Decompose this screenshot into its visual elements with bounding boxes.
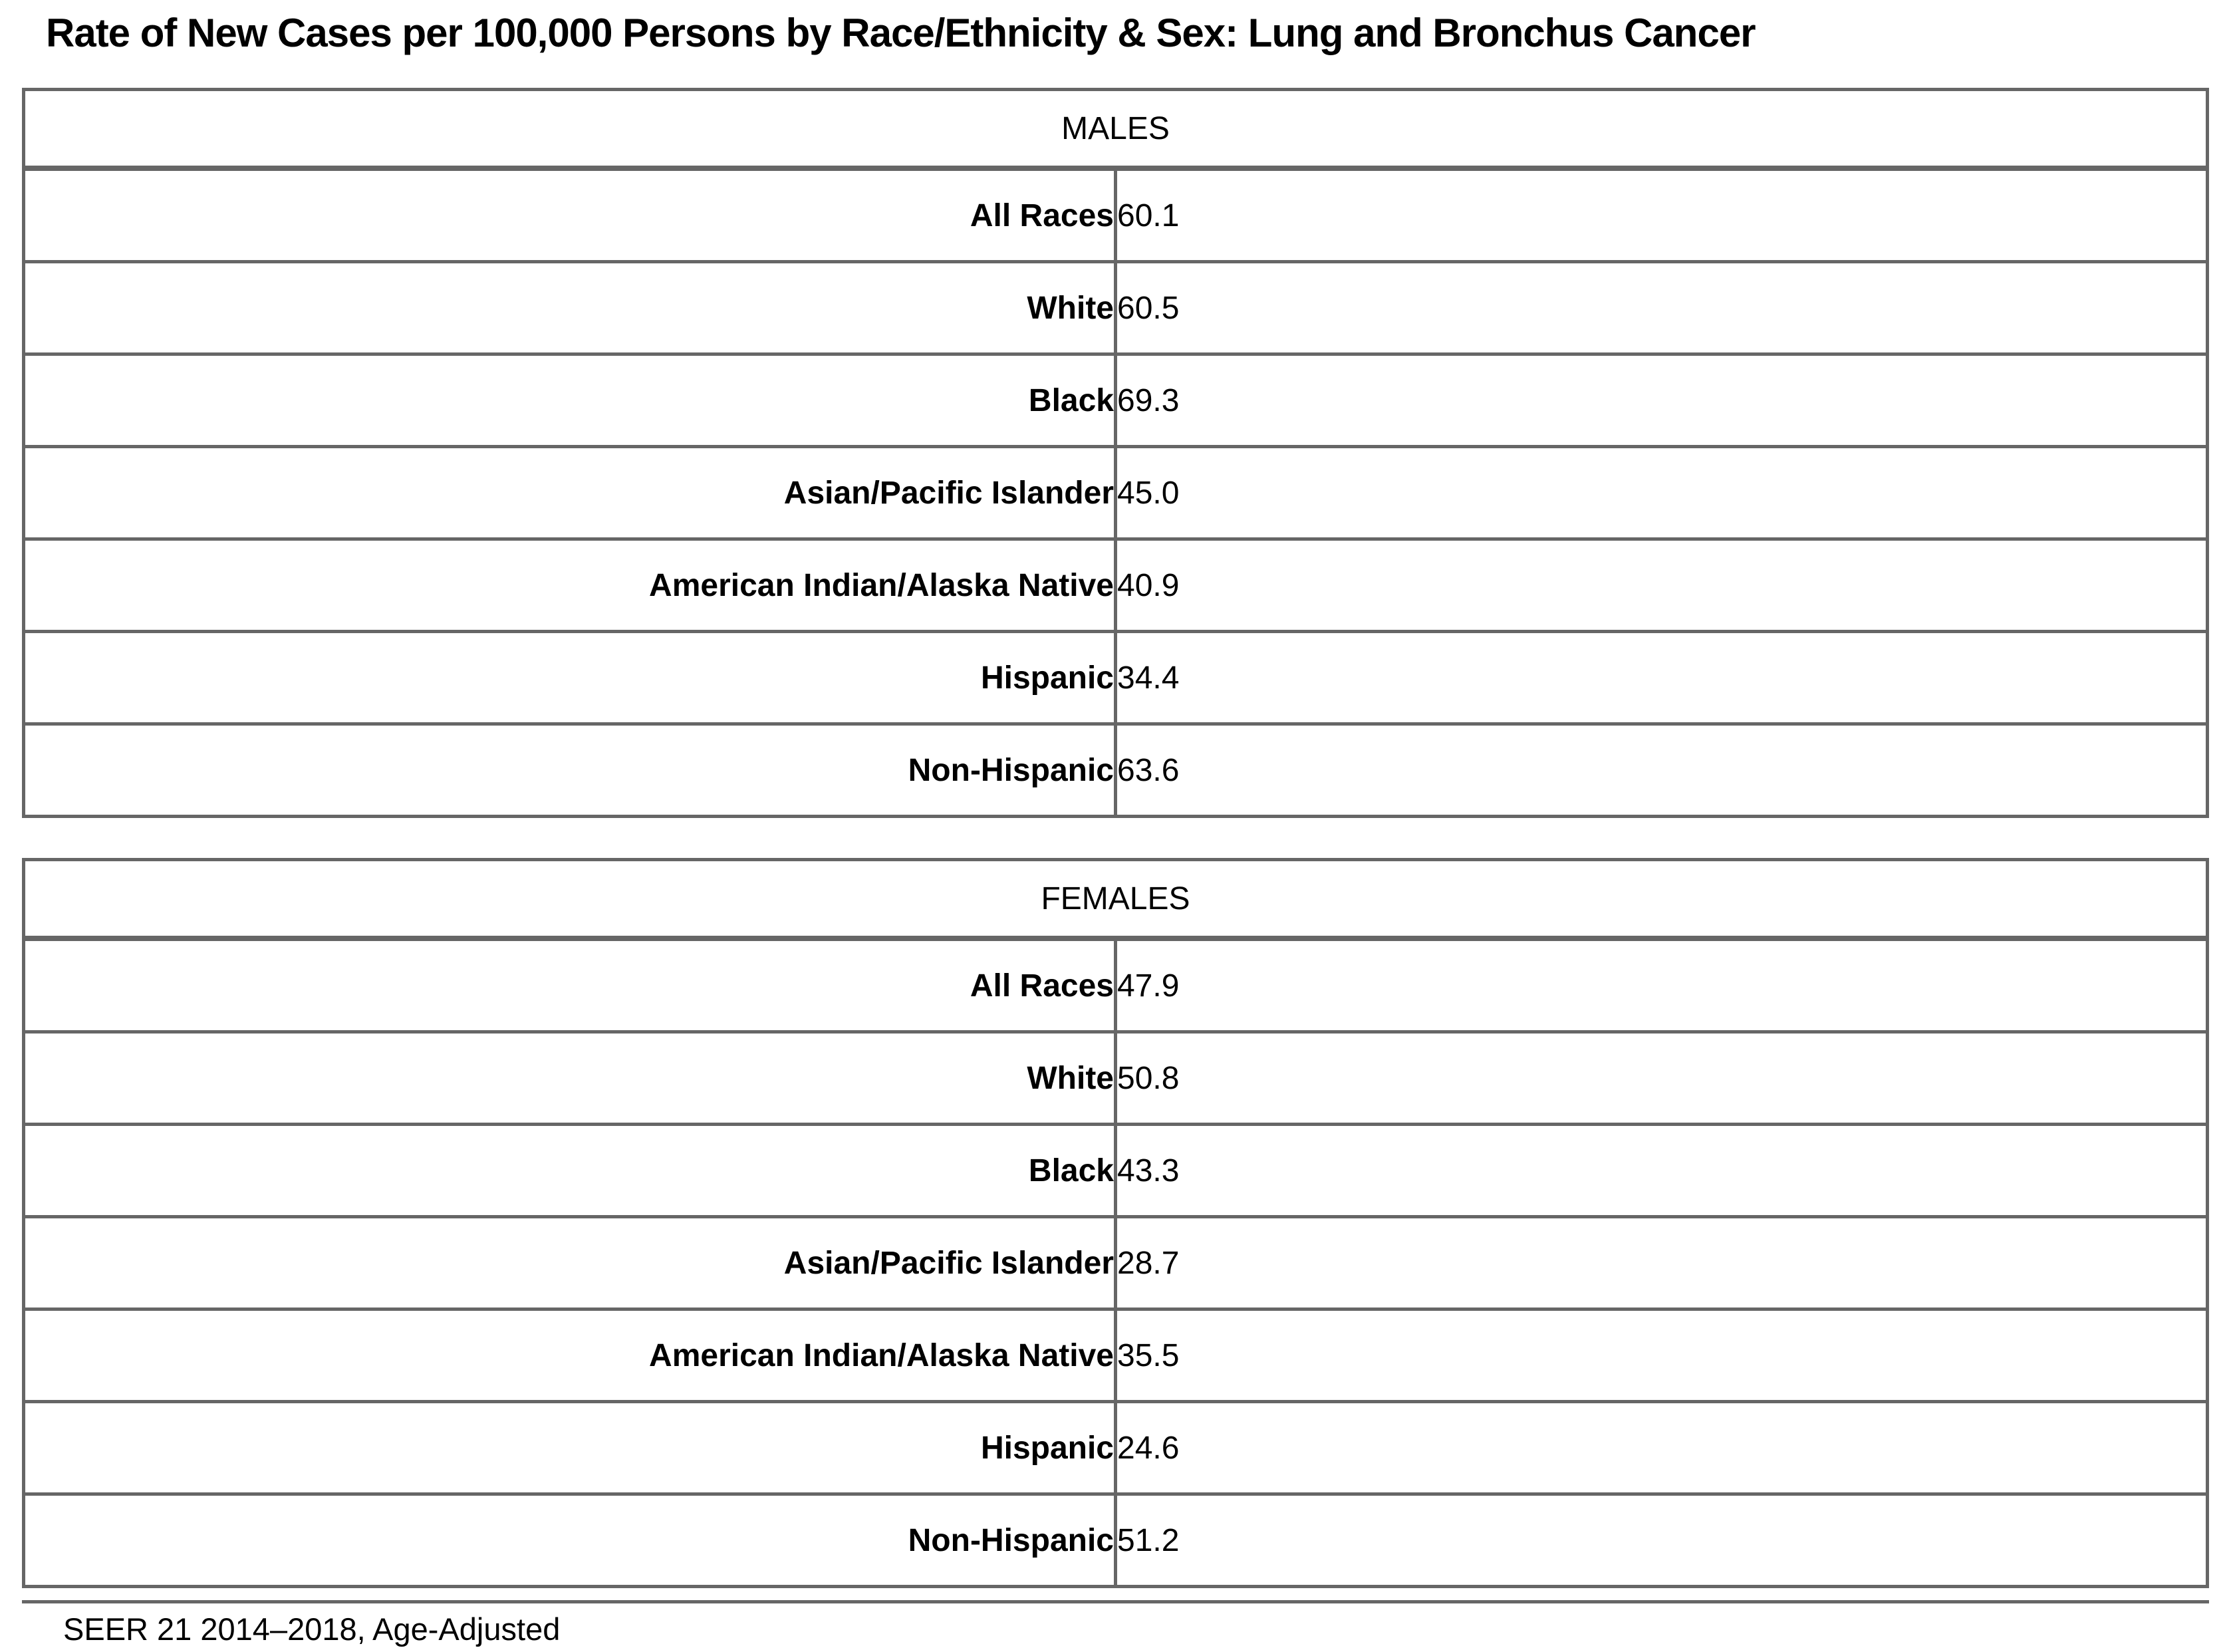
table-row — [24, 447, 2208, 539]
row-value: 47.9 — [1116, 938, 2208, 1032]
table-row — [24, 1494, 2208, 1587]
table-row — [24, 1217, 2208, 1309]
row-value: 50.8 — [1116, 1032, 2208, 1125]
row-label: American Indian/Alaska Native — [24, 1309, 1116, 1402]
footer-divider — [22, 1600, 2209, 1603]
row-label: All Races — [24, 938, 1116, 1032]
row-value: 69.3 — [1116, 354, 2208, 447]
row-label: White — [24, 1032, 1116, 1125]
row-value: 34.4 — [1116, 632, 2208, 724]
row-label: Non-Hispanic — [24, 724, 1116, 817]
row-label: American Indian/Alaska Native — [24, 539, 1116, 632]
row-label: Black — [24, 1125, 1116, 1217]
page-title: Rate of New Cases per 100,000 Persons by Race/Ethnicity & Sex: Lung and Bronchus Cancer — [46, 11, 1756, 55]
table-row — [24, 539, 2208, 632]
table-row — [24, 1125, 2208, 1217]
row-value: 45.0 — [1116, 447, 2208, 539]
females-table — [22, 858, 2209, 1588]
row-label: Black — [24, 354, 1116, 447]
table-row — [24, 1032, 2208, 1125]
row-value: 63.6 — [1116, 724, 2208, 817]
row-value: 28.7 — [1116, 1217, 2208, 1309]
males-table-header: MALES — [24, 90, 2208, 169]
females-table-header: FEMALES — [24, 860, 2208, 939]
table-row — [24, 168, 2208, 262]
males-table — [22, 88, 2209, 818]
table-header-row — [24, 90, 2208, 169]
row-label: White — [24, 262, 1116, 354]
table-row — [24, 1402, 2208, 1494]
table-row — [24, 1309, 2208, 1402]
table-row — [24, 724, 2208, 817]
row-label: All Races — [24, 168, 1116, 262]
row-value: 51.2 — [1116, 1494, 2208, 1587]
source-note: SEER 21 2014–2018, Age-Adjusted — [63, 1611, 561, 1647]
row-label: Asian/Pacific Islander — [24, 447, 1116, 539]
row-value: 24.6 — [1116, 1402, 2208, 1494]
table-header-row — [24, 860, 2208, 939]
row-value: 40.9 — [1116, 539, 2208, 632]
row-value: 60.1 — [1116, 168, 2208, 262]
row-value: 43.3 — [1116, 1125, 2208, 1217]
row-label: Asian/Pacific Islander — [24, 1217, 1116, 1309]
row-label: Non-Hispanic — [24, 1494, 1116, 1587]
row-value: 35.5 — [1116, 1309, 2208, 1402]
table-row — [24, 354, 2208, 447]
row-label: Hispanic — [24, 1402, 1116, 1494]
table-row — [24, 938, 2208, 1032]
row-value: 60.5 — [1116, 262, 2208, 354]
row-label: Hispanic — [24, 632, 1116, 724]
table-row — [24, 262, 2208, 354]
table-row — [24, 632, 2208, 724]
